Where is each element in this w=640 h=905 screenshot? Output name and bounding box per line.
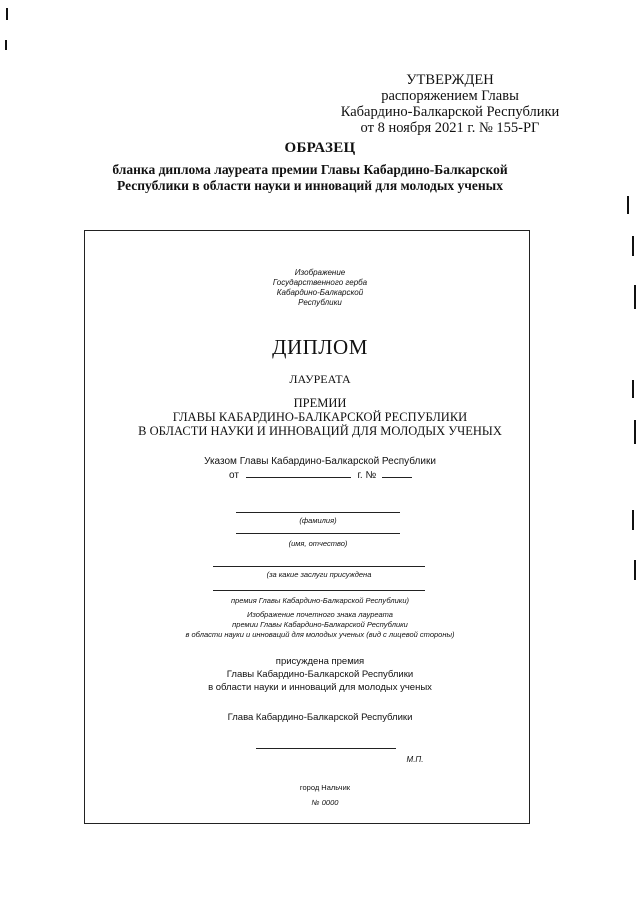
badge-line: Изображение почетного знака лауреата bbox=[247, 610, 393, 619]
awarded-line: присуждена премия bbox=[275, 656, 365, 667]
awarded-line: в области науки и инноваций для молодых ученых bbox=[208, 682, 432, 693]
name-caption: (имя, отчество) bbox=[288, 539, 348, 548]
coat-line: Изображение bbox=[294, 268, 346, 277]
scan-mark bbox=[5, 40, 7, 50]
scan-mark bbox=[632, 510, 634, 530]
merit-caption-2: премия Главы Кабардино-Балкарской Республики) bbox=[231, 596, 409, 605]
scan-mark bbox=[634, 420, 636, 444]
name-line bbox=[236, 533, 400, 534]
coat-line: Государственного герба bbox=[272, 278, 368, 287]
prize-label: ПРЕМИИ bbox=[293, 396, 347, 410]
approval-line: от 8 ноября 2021 г. № 155-РГ bbox=[360, 120, 540, 136]
document-heading: ОБРАЗЕЦ bbox=[284, 140, 356, 156]
badge-line: премии Главы Кабардино-Балкарской Республики bbox=[232, 620, 408, 629]
merit-line-2 bbox=[213, 590, 425, 591]
scan-mark bbox=[632, 236, 634, 256]
badge-placeholder bbox=[150, 610, 490, 640]
scan-mark bbox=[634, 560, 636, 580]
subheading-line: бланка диплома лауреата премии Главы Кабардино-Балкарской bbox=[112, 162, 508, 177]
approval-line: распоряжением Главы bbox=[381, 88, 519, 104]
scan-mark bbox=[634, 285, 636, 309]
number-label: № 0000 bbox=[311, 798, 339, 807]
coat-line: Кабардино-Балкарской bbox=[276, 288, 364, 297]
merit-line bbox=[213, 566, 425, 567]
stamp-label: М.П. bbox=[406, 755, 424, 764]
coat-of-arms-placeholder bbox=[220, 268, 420, 308]
scan-mark bbox=[627, 196, 629, 214]
awarded-line: Главы Кабардино-Балкарской Республики bbox=[226, 669, 414, 680]
city-label: город Нальчик bbox=[299, 783, 351, 792]
surname-line bbox=[236, 512, 400, 513]
date-blank bbox=[246, 477, 351, 478]
document-subheading bbox=[60, 162, 560, 194]
prize-title-line: ГЛАВЫ КАБАРДИНО-БАЛКАРСКОЙ РЕСПУБЛИКИ bbox=[172, 410, 468, 424]
head-title: Глава Кабардино-Балкарской Республики bbox=[227, 712, 413, 723]
number-blank bbox=[382, 477, 412, 478]
badge-line: в области науки и инноваций для молодых ученых (вид с лицевой стороны) bbox=[185, 630, 455, 639]
awarded-block bbox=[120, 655, 520, 694]
merit-caption: (за какие заслуги присуждена bbox=[266, 570, 372, 579]
scan-mark bbox=[6, 8, 8, 20]
approval-line: УТВЕРЖДЕН bbox=[406, 72, 494, 88]
laureate-label: ЛАУРЕАТА bbox=[289, 372, 351, 386]
prize-title-line: В ОБЛАСТИ НАУКИ И ИННОВАЦИЙ ДЛЯ МОЛОДЫХ УЧЕНЫХ bbox=[138, 424, 502, 438]
decree-text: Указом Главы Кабардино-Балкарской Республики bbox=[204, 456, 436, 467]
approval-line: Кабардино-Балкарской Республики bbox=[340, 104, 560, 120]
diploma-frame bbox=[84, 230, 530, 824]
subheading-line: Республики в области науки и инноваций для молодых ученых bbox=[117, 178, 503, 193]
approval-block bbox=[300, 72, 600, 136]
diploma-title: ДИПЛОМ bbox=[272, 335, 368, 359]
coat-line: Республики bbox=[298, 298, 342, 307]
signature-line bbox=[256, 748, 396, 749]
date-year: г. № bbox=[357, 470, 377, 481]
prize-title bbox=[100, 410, 540, 438]
surname-caption: (фамилия) bbox=[299, 516, 337, 525]
date-line bbox=[229, 470, 412, 481]
date-prefix: от bbox=[229, 470, 239, 481]
